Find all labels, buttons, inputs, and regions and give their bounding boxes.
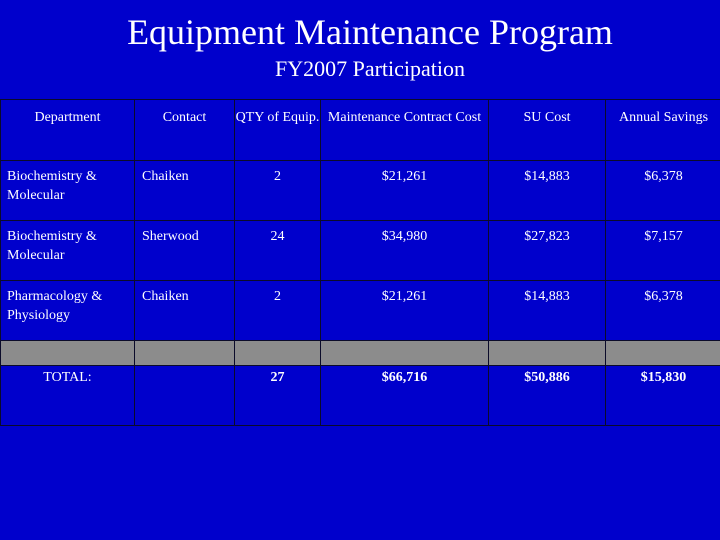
maintenance-table: [0, 99, 720, 426]
separator-cell: [1, 341, 135, 366]
cell-qty: 2: [235, 281, 321, 341]
header-annual-savings: Annual Savings: [606, 100, 720, 161]
cell-savings: $7,157: [606, 221, 720, 281]
separator-cell: [606, 341, 720, 366]
cell-contract-cost: $21,261: [321, 161, 489, 221]
table-row: [1, 221, 720, 281]
cell-qty: 24: [235, 221, 321, 281]
header-qty: QTY of Equip.: [235, 100, 321, 161]
page-title: Equipment Maintenance Program: [127, 12, 613, 52]
header-contact: Contact: [135, 100, 235, 161]
cell-contract-cost: $21,261: [321, 281, 489, 341]
cell-qty: 2: [235, 161, 321, 221]
separator-cell: [489, 341, 606, 366]
cell-contact: Chaiken: [135, 161, 235, 221]
table-header-row: [1, 100, 720, 161]
cell-su-cost: $14,883: [489, 281, 606, 341]
cell-department: Biochemistry & Molecular: [1, 161, 135, 221]
total-label: TOTAL:: [1, 366, 135, 426]
total-savings: $15,830: [606, 366, 720, 426]
separator-cell: [235, 341, 321, 366]
cell-savings: $6,378: [606, 161, 720, 221]
separator-cell: [321, 341, 489, 366]
header-contract-cost: Maintenance Contract Cost: [321, 100, 489, 161]
cell-su-cost: $14,883: [489, 161, 606, 221]
separator-row: [1, 341, 720, 366]
total-contract-cost: $66,716: [321, 366, 489, 426]
separator-cell: [135, 341, 235, 366]
cell-su-cost: $27,823: [489, 221, 606, 281]
cell-contact: Chaiken: [135, 281, 235, 341]
cell-contact: Sherwood: [135, 221, 235, 281]
cell-savings: $6,378: [606, 281, 720, 341]
cell-contract-cost: $34,980: [321, 221, 489, 281]
cell-department: Biochemistry & Molecular: [1, 221, 135, 281]
page-subtitle: FY2007 Participation: [274, 56, 466, 81]
cell-department: Pharmacology & Physiology: [1, 281, 135, 341]
table-row: [1, 161, 720, 221]
total-contact-blank: [135, 366, 235, 426]
total-su-cost: $50,886: [489, 366, 606, 426]
header-su-cost: SU Cost: [489, 100, 606, 161]
total-row: [1, 366, 720, 426]
table-row: [1, 281, 720, 341]
total-qty: 27: [235, 366, 321, 426]
header-department: Department: [1, 100, 135, 161]
